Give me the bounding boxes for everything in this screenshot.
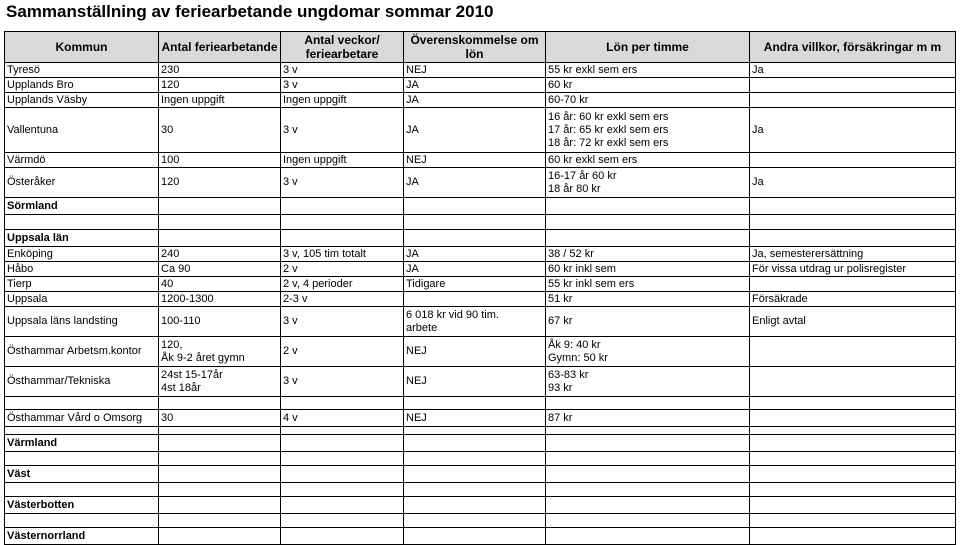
cell-andra: Ja <box>750 108 956 153</box>
table-row <box>5 168 956 198</box>
table-row <box>5 247 956 262</box>
cell-veckor: 3 v <box>281 63 404 78</box>
cell-andra: Ja <box>750 63 956 78</box>
cell-overens: NEJ <box>404 367 546 397</box>
table-row <box>5 78 956 93</box>
empty-row <box>5 215 956 230</box>
cell-overens-line: 6 018 kr vid 90 tim. <box>406 308 499 321</box>
section-vasterbotten: Västerbotten <box>5 497 159 514</box>
header-kommun: Kommun <box>5 32 159 63</box>
table-row <box>5 410 956 427</box>
cell-veckor: 3 v <box>281 168 404 198</box>
cell-kommun: Österåker <box>5 168 159 198</box>
cell-overens: JA <box>404 168 546 198</box>
cell-veckor: 2 v, 4 perioder <box>281 277 404 292</box>
cell-kommun: Uppsala läns landsting <box>5 307 159 337</box>
table-row <box>5 262 956 277</box>
cell-overens: JA <box>404 247 546 262</box>
cell-overens: Tidigare <box>404 277 546 292</box>
cell-antal <box>159 337 281 367</box>
section-row <box>5 466 956 483</box>
cell-lon: 87 kr <box>546 410 750 427</box>
cell-kommun: Östhammar Arbetsm.kontor <box>5 337 159 367</box>
table-row <box>5 307 956 337</box>
cell-andra: Enligt avtal <box>750 307 956 337</box>
cell-lon <box>546 108 750 153</box>
header-veckor-line2: feriearbetare <box>305 47 379 61</box>
cell-andra <box>750 277 956 292</box>
cell-overens <box>404 307 546 337</box>
header-veckor <box>281 32 404 63</box>
cell-overens: JA <box>404 78 546 93</box>
section-row <box>5 435 956 452</box>
cell-overens: NEJ <box>404 153 546 168</box>
page-title: Sammanställning av feriearbetande ungdomar sommar 2010 <box>6 2 494 21</box>
cell-lon-line: 63-83 kr <box>548 368 589 381</box>
cell-kommun: Enköping <box>5 247 159 262</box>
cell-antal-line: 4st 18år <box>161 381 201 394</box>
table-row <box>5 108 956 153</box>
cell-kommun: Östhammar/Tekniska <box>5 367 159 397</box>
cell-lon: 55 kr inkl sem ers <box>546 277 750 292</box>
cell-overens: JA <box>404 93 546 108</box>
header-overens <box>404 32 546 63</box>
cell-lon: 60-70 kr <box>546 93 750 108</box>
cell-overens: NEJ <box>404 337 546 367</box>
header-lon: Lön per timme <box>546 32 750 63</box>
cell-overens: NEJ <box>404 410 546 427</box>
cell-kommun: Upplands Väsby <box>5 93 159 108</box>
empty-row <box>5 514 956 528</box>
cell-andra <box>750 410 956 427</box>
cell-antal: 120 <box>159 78 281 93</box>
section-row <box>5 230 956 247</box>
section-vasternorrland: Västernorrland <box>5 528 159 545</box>
section-row <box>5 528 956 545</box>
cell-lon: 60 kr exkl sem ers <box>546 153 750 168</box>
header-antal: Antal feriearbetande <box>159 32 281 63</box>
cell-veckor: 2 v <box>281 262 404 277</box>
cell-antal-line: Åk 9-2 året gymn <box>161 351 245 364</box>
section-vast: Väst <box>5 466 159 483</box>
cell-overens: JA <box>404 262 546 277</box>
section-row <box>5 198 956 215</box>
cell-veckor: 3 v <box>281 367 404 397</box>
cell-antal: 120 <box>159 168 281 198</box>
header-andra: Andra villkor, försäkringar m m <box>750 32 956 63</box>
cell-andra: Ja, semesterersättning <box>750 247 956 262</box>
cell-lon: 60 kr inkl sem <box>546 262 750 277</box>
cell-antal: Ca 90 <box>159 262 281 277</box>
cell-overens-line: arbete <box>406 321 438 334</box>
table-row <box>5 63 956 78</box>
cell-antal: 30 <box>159 108 281 153</box>
cell-overens: NEJ <box>404 63 546 78</box>
cell-overens <box>404 292 546 307</box>
section-row <box>5 497 956 514</box>
cell-lon-line: Gymn: 50 kr <box>548 351 608 364</box>
section-uppsala: Uppsala län <box>5 230 159 247</box>
cell-kommun: Håbo <box>5 262 159 277</box>
summary-table <box>4 31 956 545</box>
header-overens-line2: lön <box>465 47 484 61</box>
cell-andra: Försäkrade <box>750 292 956 307</box>
cell-veckor: Ingen uppgift <box>281 153 404 168</box>
header-veckor-line1: Antal veckor/ <box>304 33 380 47</box>
cell-antal: Ingen uppgift <box>159 93 281 108</box>
cell-andra <box>750 367 956 397</box>
cell-antal: 30 <box>159 410 281 427</box>
cell-antal-line: 120, <box>161 338 183 351</box>
cell-antal: 1200-1300 <box>159 292 281 307</box>
cell-lon-line: 18 år: 72 kr exkl sem ers <box>548 136 669 149</box>
cell-lon-line: 16-17 år 60 kr <box>548 169 617 182</box>
empty-row <box>5 427 956 435</box>
empty-row <box>5 397 956 410</box>
section-varmland: Värmland <box>5 435 159 452</box>
cell-lon <box>546 337 750 367</box>
cell-antal: 100-110 <box>159 307 281 337</box>
cell-lon: 38 / 52 kr <box>546 247 750 262</box>
cell-lon-line: 16 år: 60 kr exkl sem ers <box>548 110 669 123</box>
cell-kommun: Vallentuna <box>5 108 159 153</box>
cell-lon: 67 kr <box>546 307 750 337</box>
cell-lon <box>546 168 750 198</box>
cell-antal: 230 <box>159 63 281 78</box>
table-row <box>5 367 956 397</box>
cell-andra <box>750 78 956 93</box>
cell-lon-line: 18 år 80 kr <box>548 182 601 195</box>
cell-antal: 100 <box>159 153 281 168</box>
table-row <box>5 93 956 108</box>
cell-kommun: Värmdö <box>5 153 159 168</box>
cell-antal: 40 <box>159 277 281 292</box>
empty-row <box>5 452 956 466</box>
cell-lon-line: Åk 9: 40 kr <box>548 338 601 351</box>
table-row <box>5 277 956 292</box>
cell-lon: 55 kr exkl sem ers <box>546 63 750 78</box>
cell-lon <box>546 367 750 397</box>
cell-overens: JA <box>404 108 546 153</box>
table-row <box>5 337 956 367</box>
cell-antal-line: 24st 15-17år <box>161 368 223 381</box>
cell-kommun: Uppsala <box>5 292 159 307</box>
cell-andra <box>750 337 956 367</box>
cell-veckor: 3 v <box>281 78 404 93</box>
cell-veckor: Ingen uppgift <box>281 93 404 108</box>
header-row <box>5 32 956 63</box>
empty-row <box>5 483 956 497</box>
cell-kommun: Tyresö <box>5 63 159 78</box>
cell-lon: 60 kr <box>546 78 750 93</box>
cell-kommun: Upplands Bro <box>5 78 159 93</box>
cell-andra <box>750 93 956 108</box>
cell-veckor: 2-3 v <box>281 292 404 307</box>
cell-andra: Ja <box>750 168 956 198</box>
cell-veckor: 3 v, 105 tim totalt <box>281 247 404 262</box>
cell-andra: För vissa utdrag ur polisregister <box>750 262 956 277</box>
cell-andra <box>750 153 956 168</box>
cell-kommun: Östhammar Vård o Omsorg <box>5 410 159 427</box>
cell-antal: 240 <box>159 247 281 262</box>
cell-veckor: 2 v <box>281 337 404 367</box>
cell-lon-line: 17 år: 65 kr exkl sem ers <box>548 123 669 136</box>
cell-veckor: 3 v <box>281 307 404 337</box>
cell-veckor: 4 v <box>281 410 404 427</box>
table-row <box>5 153 956 168</box>
cell-veckor: 3 v <box>281 108 404 153</box>
header-overens-line1: Överenskommelse om <box>410 33 539 47</box>
section-sormland: Sörmland <box>5 198 159 215</box>
table-row <box>5 292 956 307</box>
cell-lon-line: 93 kr <box>548 381 573 394</box>
cell-kommun: Tierp <box>5 277 159 292</box>
cell-antal <box>159 367 281 397</box>
cell-lon: 51 kr <box>546 292 750 307</box>
